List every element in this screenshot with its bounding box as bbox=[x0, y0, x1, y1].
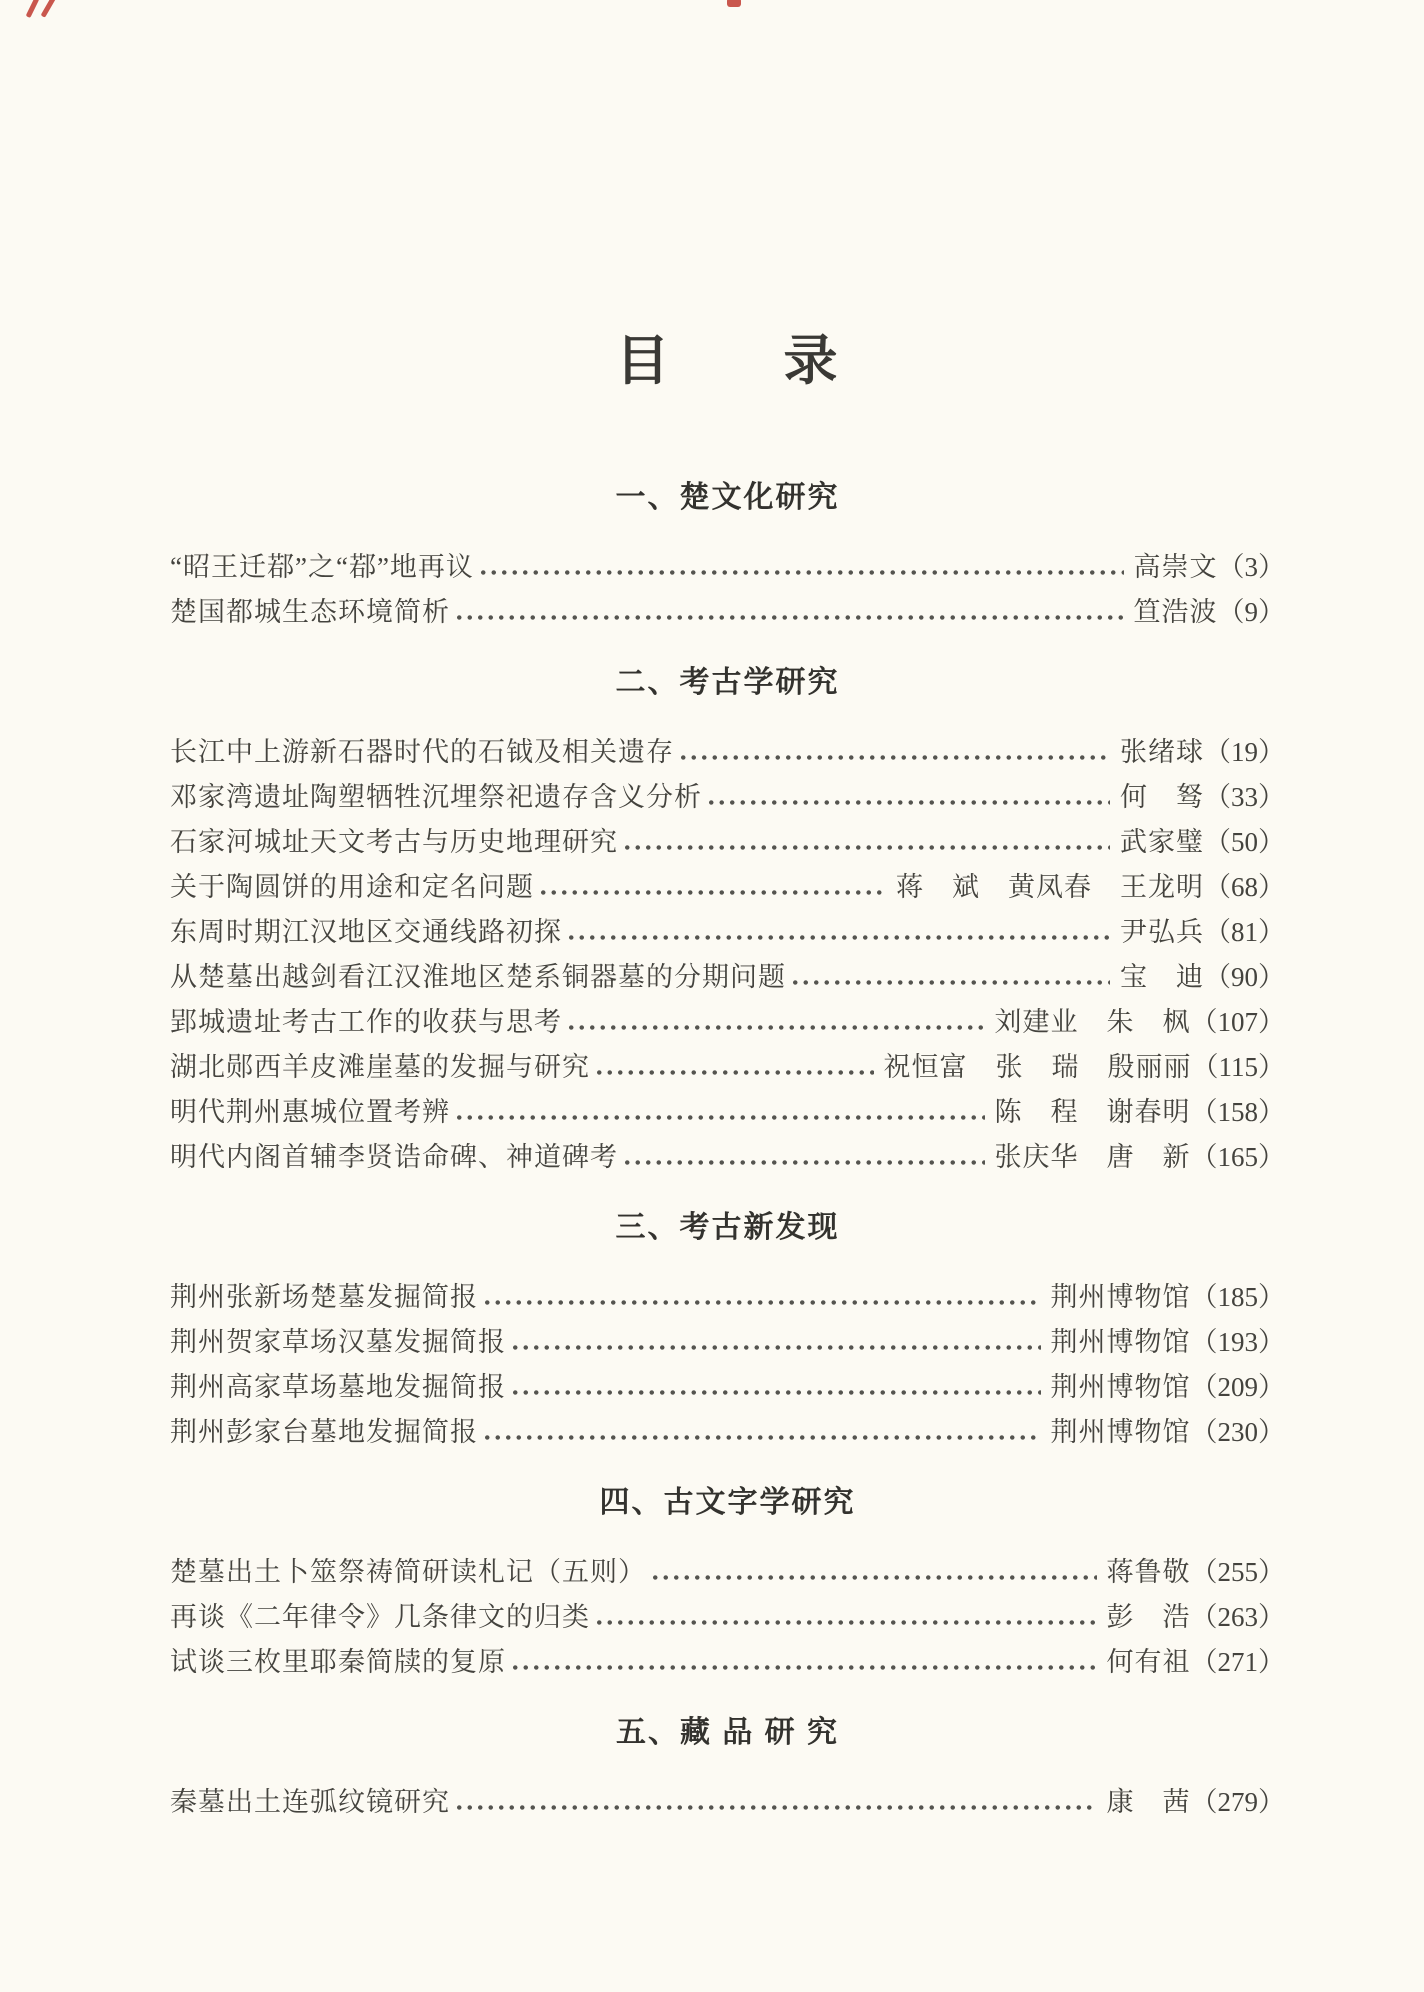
dotted-leader bbox=[454, 1777, 1097, 1822]
dotted-leader bbox=[482, 1407, 1041, 1452]
entry-title: 楚墓出土卜筮祭祷简研读札记（五则） bbox=[170, 1557, 646, 1587]
dotted-leader bbox=[510, 1362, 1041, 1407]
toc-entry bbox=[170, 817, 1285, 862]
entry-title: 明代内阁首辅李贤诰命碑、神道碑考 bbox=[170, 1142, 618, 1172]
dotted-leader bbox=[594, 1042, 874, 1087]
entry-page-number: （230） bbox=[1190, 1417, 1285, 1447]
entry-authors: 武家璧 bbox=[1120, 827, 1204, 857]
entry-page-number: （185） bbox=[1190, 1282, 1285, 1312]
entry-title: 荆州张新场楚墓发掘简报 bbox=[170, 1282, 478, 1312]
entry-title: 试谈三枚里耶秦简牍的复原 bbox=[170, 1647, 506, 1677]
section-entries bbox=[170, 1272, 1285, 1452]
toc-entry bbox=[170, 1272, 1285, 1317]
page-title: 目 录 bbox=[615, 331, 840, 391]
entry-authors: 张庆华 唐 新 bbox=[994, 1142, 1191, 1172]
entry-page-number: （209） bbox=[1190, 1372, 1285, 1402]
entry-page-number: （115） bbox=[1191, 1052, 1285, 1082]
entry-authors: 笪浩波 bbox=[1133, 597, 1218, 627]
section-entries bbox=[170, 727, 1285, 1177]
toc-section bbox=[170, 483, 1285, 632]
toc-section bbox=[170, 1718, 1285, 1822]
entry-authors: 刘建业 朱 枫 bbox=[994, 1007, 1191, 1037]
entry-page-number: （263） bbox=[1190, 1602, 1285, 1632]
toc-entry bbox=[170, 1132, 1285, 1177]
entry-authors: 高崇文 bbox=[1133, 552, 1218, 582]
entry-authors: 蒋鲁敬 bbox=[1106, 1557, 1191, 1587]
toc-entry bbox=[170, 952, 1285, 997]
dotted-leader bbox=[706, 772, 1110, 817]
entry-page-number: （19） bbox=[1204, 737, 1285, 767]
entry-title: 长江中上游新石器时代的石钺及相关遗存 bbox=[170, 737, 674, 767]
entry-title: 再谈《二年律令》几条律文的归类 bbox=[170, 1602, 590, 1632]
toc-entry bbox=[170, 1547, 1285, 1592]
entry-title: 荆州彭家台墓地发掘简报 bbox=[170, 1417, 478, 1447]
dotted-leader bbox=[790, 952, 1110, 997]
entry-page-number: （50） bbox=[1204, 827, 1285, 857]
toc-entry bbox=[170, 1087, 1285, 1132]
entry-authors: 尹弘兵 bbox=[1120, 917, 1204, 947]
dotted-leader bbox=[678, 727, 1110, 772]
entry-authors: 陈 程 谢春明 bbox=[994, 1097, 1191, 1127]
section-heading: 四、古文字学研究 bbox=[599, 1486, 856, 1519]
toc-entry bbox=[170, 1362, 1285, 1407]
dotted-leader bbox=[650, 1547, 1097, 1592]
dotted-leader bbox=[622, 1132, 985, 1177]
toc-section bbox=[170, 1488, 1285, 1682]
toc-entry bbox=[170, 587, 1285, 632]
dotted-leader bbox=[566, 907, 1110, 952]
entry-authors: 何 驽 bbox=[1120, 782, 1204, 812]
toc-section bbox=[170, 1213, 1285, 1452]
entry-page-number: （271） bbox=[1190, 1647, 1285, 1677]
entry-page-number: （81） bbox=[1204, 917, 1285, 947]
entry-page-number: （3） bbox=[1217, 552, 1285, 582]
dotted-leader bbox=[566, 997, 985, 1042]
entry-title: 东周时期江汉地区交通线路初探 bbox=[170, 917, 562, 947]
section-heading: 一、楚文化研究 bbox=[615, 481, 840, 514]
entry-title: 荆州高家草场墓地发掘简报 bbox=[170, 1372, 506, 1402]
toc-section bbox=[170, 668, 1285, 1177]
dotted-leader bbox=[454, 587, 1124, 632]
dotted-leader bbox=[622, 817, 1110, 862]
entry-title: 从楚墓出越剑看江汉淮地区楚系铜器墓的分期问题 bbox=[170, 962, 786, 992]
entry-title: 楚国都城生态环境简析 bbox=[170, 597, 450, 627]
dotted-leader bbox=[594, 1592, 1097, 1637]
entry-authors: 荆州博物馆 bbox=[1050, 1372, 1191, 1402]
entry-page-number: （68） bbox=[1204, 872, 1285, 902]
toc-entry bbox=[170, 1317, 1285, 1362]
entry-title: 秦墓出土连弧纹镜研究 bbox=[170, 1787, 450, 1817]
entry-page-number: （90） bbox=[1204, 962, 1285, 992]
toc-content bbox=[170, 332, 1285, 1822]
section-heading: 五、藏 品 研 究 bbox=[615, 1716, 839, 1749]
toc-entry bbox=[170, 1042, 1285, 1087]
entry-title: 明代荆州惠城位置考辨 bbox=[170, 1097, 450, 1127]
toc-entry bbox=[170, 907, 1285, 952]
entry-authors: 宝 迪 bbox=[1120, 962, 1204, 992]
scan-artifact bbox=[727, 0, 741, 7]
entry-authors: 康 茜 bbox=[1106, 1787, 1191, 1817]
toc-entry bbox=[170, 1777, 1285, 1822]
dotted-leader bbox=[482, 1272, 1041, 1317]
entry-authors: 荆州博物馆 bbox=[1050, 1327, 1191, 1357]
dotted-leader bbox=[538, 862, 886, 907]
entry-page-number: （255） bbox=[1190, 1557, 1285, 1587]
entry-page-number: （9） bbox=[1217, 597, 1285, 627]
entry-authors: 祝恒富 张 瑞 殷丽丽 bbox=[883, 1052, 1192, 1082]
toc-entry bbox=[170, 542, 1285, 587]
entry-page-number: （193） bbox=[1190, 1327, 1285, 1357]
entry-authors: 蒋 斌 黄凤春 王龙明 bbox=[896, 872, 1204, 902]
dotted-leader bbox=[510, 1317, 1041, 1362]
entry-authors: 荆州博物馆 bbox=[1050, 1417, 1191, 1447]
entry-title: 荆州贺家草场汉墓发掘简报 bbox=[170, 1327, 506, 1357]
toc-entry bbox=[170, 772, 1285, 817]
entry-authors: 荆州博物馆 bbox=[1050, 1282, 1191, 1312]
entry-authors: 彭 浩 bbox=[1106, 1602, 1191, 1632]
entry-title: 邓家湾遗址陶塑牺牲沉埋祭祀遗存含义分析 bbox=[170, 782, 702, 812]
entry-authors: 张绪球 bbox=[1120, 737, 1204, 767]
entry-title: 湖北郧西羊皮滩崖墓的发掘与研究 bbox=[170, 1052, 590, 1082]
entry-page-number: （165） bbox=[1190, 1142, 1285, 1172]
entry-page-number: （107） bbox=[1190, 1007, 1285, 1037]
section-heading: 二、考古学研究 bbox=[615, 666, 840, 699]
entry-title: 关于陶圆饼的用途和定名问题 bbox=[170, 872, 534, 902]
entry-title: 郢城遗址考古工作的收获与思考 bbox=[170, 1007, 562, 1037]
entry-page-number: （279） bbox=[1190, 1787, 1285, 1817]
toc-entry bbox=[170, 862, 1285, 907]
toc-entry bbox=[170, 727, 1285, 772]
entry-page-number: （158） bbox=[1190, 1097, 1285, 1127]
toc-sections bbox=[170, 483, 1285, 1822]
toc-entry bbox=[170, 1407, 1285, 1452]
entry-authors: 何有祖 bbox=[1106, 1647, 1191, 1677]
toc-entry bbox=[170, 997, 1285, 1042]
scan-artifact bbox=[26, 0, 40, 18]
entry-title: “昭王迁鄀”之“鄀”地再议 bbox=[170, 552, 474, 582]
section-heading: 三、考古新发现 bbox=[615, 1211, 840, 1244]
entry-title: 石家河城址天文考古与历史地理研究 bbox=[170, 827, 618, 857]
toc-entry bbox=[170, 1592, 1285, 1637]
section-entries bbox=[170, 542, 1285, 632]
scan-artifact bbox=[41, 0, 57, 18]
dotted-leader bbox=[454, 1087, 985, 1132]
section-entries bbox=[170, 1777, 1285, 1822]
section-entries bbox=[170, 1547, 1285, 1682]
entry-page-number: （33） bbox=[1204, 782, 1285, 812]
dotted-leader bbox=[478, 542, 1124, 587]
toc-entry bbox=[170, 1637, 1285, 1682]
dotted-leader bbox=[510, 1637, 1097, 1682]
